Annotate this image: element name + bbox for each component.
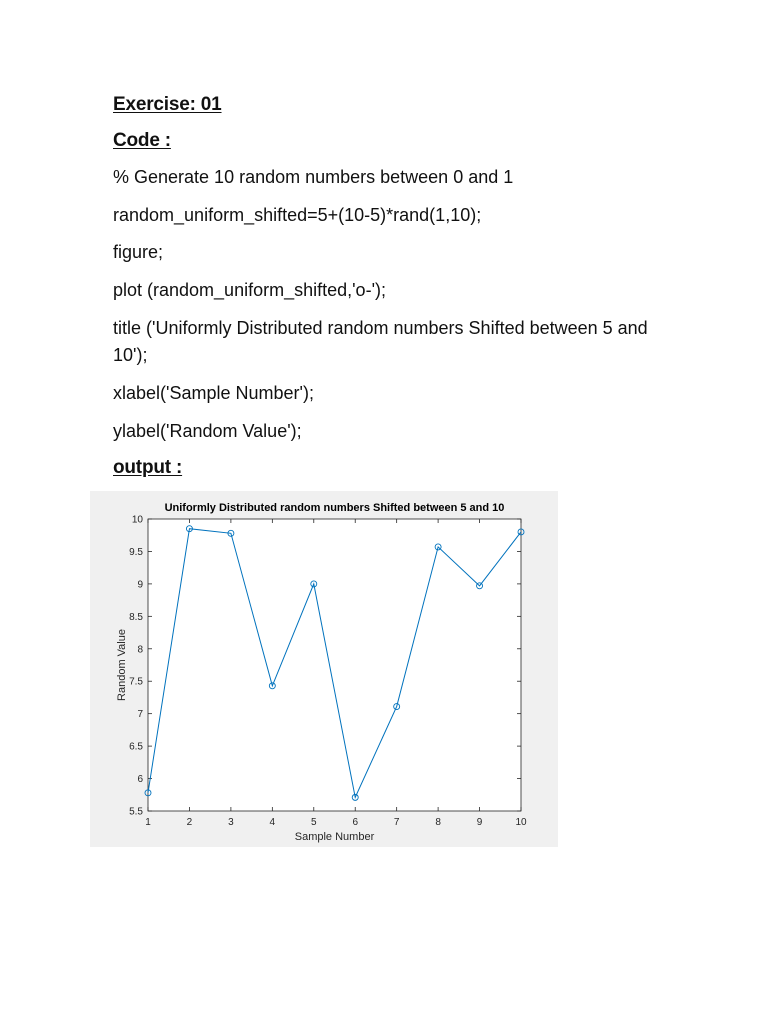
y-tick-label: 7 [137, 709, 143, 721]
code-heading: Code : [113, 130, 171, 151]
y-tick-label: 9 [137, 579, 143, 591]
code-line-title: title ('Uniformly Distributed random numbers Shifted between 5 and 10'); [113, 318, 648, 365]
x-tick-label: 8 [435, 817, 441, 828]
code-line-assignment: random_uniform_shifted=5+(10-5)*rand(1,10); [113, 205, 482, 225]
x-tick-label: 1 [145, 817, 151, 828]
exercise-title: Exercise: 01 [113, 94, 222, 115]
y-tick-label: 9.5 [129, 546, 143, 558]
x-tick-label: 2 [186, 817, 193, 828]
y-tick-label: 8.5 [129, 611, 143, 623]
code-line-comment: % Generate 10 random numbers between 0 and 1 [113, 167, 514, 187]
x-axis-label: Sample Number [294, 831, 375, 843]
y-tick-label: 6.5 [129, 741, 143, 753]
x-tick-label: 9 [476, 817, 483, 828]
code-line-figure: figure; [113, 242, 164, 262]
output-heading: output : [113, 457, 183, 478]
y-tick-label: 8 [137, 644, 143, 656]
x-tick-label: 10 [515, 817, 527, 828]
y-tick-label: 10 [131, 514, 143, 526]
code-line-plot: plot (random_uniform_shifted,'o-'); [113, 280, 386, 300]
y-tick-label: 6 [137, 774, 143, 786]
y-tick-label: 7.5 [129, 676, 143, 688]
y-tick-label: 5.5 [129, 806, 143, 818]
plot-area [148, 519, 521, 811]
line-chart [90, 491, 558, 847]
matlab-figure [90, 491, 558, 847]
x-tick-label: 5 [310, 817, 317, 828]
code-line-xlabel: xlabel('Sample Number'); [113, 383, 314, 403]
x-tick-label: 6 [352, 817, 359, 828]
y-axis-label: Random Value [116, 629, 128, 701]
x-tick-label: 4 [269, 817, 276, 828]
x-tick-label: 7 [393, 817, 400, 828]
x-tick-label: 3 [228, 817, 234, 828]
code-line-ylabel: ylabel('Random Value'); [113, 421, 302, 441]
chart-title: Uniformly Distributed random numbers Shifted between 5 and 10 [164, 502, 505, 514]
